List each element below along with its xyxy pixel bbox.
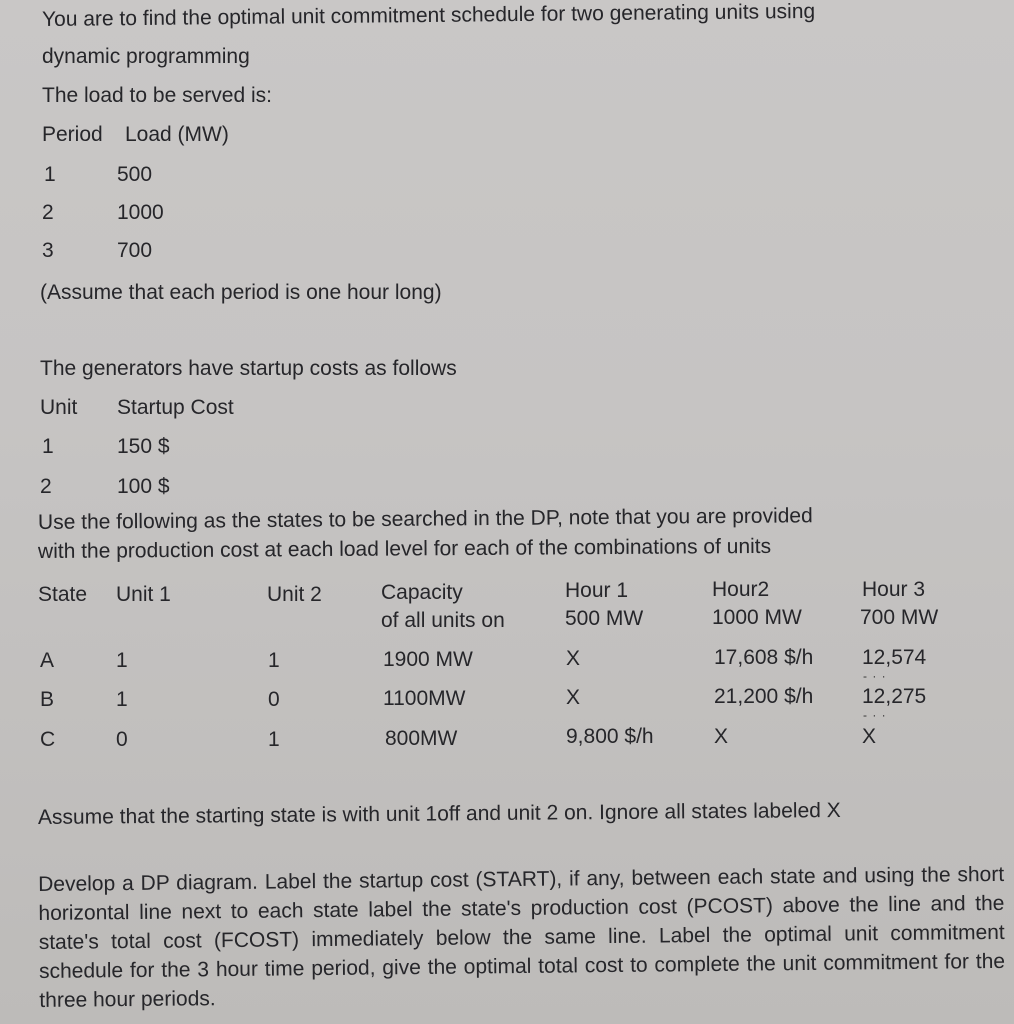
startup-header-unit: Unit — [40, 396, 78, 419]
startup-unit-2: 2 — [40, 475, 52, 498]
state-b-hour1: X — [566, 686, 581, 709]
load-value-2: 1000 — [117, 201, 164, 224]
intro-line-2: dynamic programming — [42, 45, 250, 68]
state-header-state: State — [38, 583, 88, 606]
state-c-label: C — [40, 728, 56, 751]
develop-paragraph: Develop a DP diagram. Label the startup cost (START), if any, between each state and using the short horizontal line next to each state label the state's production cost (PCOST) above the line and the state's total cost (FCOST) immediately below the same line. Label the optimal unit commitment schedule for the 3 hour time period, give the optimal total cost to complete the unit commitment for the three hour periods. — [38, 862, 1006, 1012]
load-header-load: Load (MW) — [125, 123, 229, 146]
assume-text: Assume that the starting state is with unit 1off and unit 2 on. Ignore all states labeled X — [37, 798, 841, 829]
startup-header-cost: Startup Cost — [117, 396, 234, 419]
state-a-hour1: X — [566, 647, 581, 670]
startup-intro: The generators have startup costs as follows — [40, 357, 457, 380]
state-c-unit2: 1 — [268, 728, 280, 751]
handwritten-mark-b: - · · — [863, 708, 887, 722]
state-b-hour2: 21,200 $/h — [714, 685, 814, 708]
load-period-3: 3 — [42, 239, 54, 262]
state-a-unit1: 1 — [116, 649, 128, 672]
state-header-hour3-a: Hour 3 — [862, 578, 926, 601]
state-header-hour1-a: Hour 1 — [565, 579, 629, 602]
load-note: (Assume that each period is one hour long) — [40, 281, 442, 304]
state-b-label: B — [40, 688, 55, 711]
handwritten-mark-a: - · · — [863, 669, 887, 683]
state-header-capacity-1: Capacity — [381, 581, 463, 604]
load-value-3: 700 — [117, 239, 153, 262]
state-a-unit2: 1 — [268, 649, 280, 672]
load-header-period: Period — [42, 123, 103, 146]
state-b-unit1: 1 — [116, 688, 128, 711]
state-header-capacity-2: of all units on — [381, 609, 505, 632]
state-header-unit2: Unit 2 — [267, 583, 322, 606]
startup-cost-2: 100 $ — [117, 475, 170, 498]
state-header-hour2-a: Hour2 — [712, 578, 770, 601]
state-a-capacity: 1900 MW — [383, 648, 473, 671]
states-intro-line-1: Use the following as the states to be searched in the DP, note that you are provided — [37, 504, 813, 534]
state-c-unit1: 0 — [116, 728, 128, 751]
states-intro-line-2: with the production cost at each load level for each of the combinations of units — [37, 534, 772, 563]
load-period-1: 1 — [44, 163, 56, 186]
state-a-label: A — [40, 649, 55, 672]
state-a-hour3: 12,574 — [862, 646, 927, 669]
state-c-hour1: 9,800 $/h — [566, 725, 654, 748]
state-header-hour3-b: 700 MW — [860, 606, 939, 629]
load-value-1: 500 — [117, 163, 153, 186]
intro-line-1: You are to find the optimal unit commitment schedule for two generating units using — [41, 0, 816, 31]
load-intro: The load to be served is: — [42, 84, 272, 107]
state-a-hour2: 17,608 $/h — [714, 646, 814, 669]
state-header-hour1-b: 500 MW — [565, 607, 644, 630]
state-header-hour2-b: 1000 MW — [712, 606, 802, 629]
state-b-capacity: 1100MW — [383, 687, 466, 710]
state-header-unit1: Unit 1 — [116, 583, 171, 606]
state-c-hour2: X — [714, 725, 729, 748]
state-b-hour3: 12,275 — [862, 685, 927, 708]
load-period-2: 2 — [42, 201, 54, 224]
state-c-capacity: 800MW — [385, 727, 458, 750]
state-b-unit2: 0 — [268, 688, 280, 711]
state-c-hour3: X — [862, 725, 877, 748]
startup-cost-1: 150 $ — [117, 435, 170, 458]
startup-unit-1: 1 — [42, 435, 54, 458]
